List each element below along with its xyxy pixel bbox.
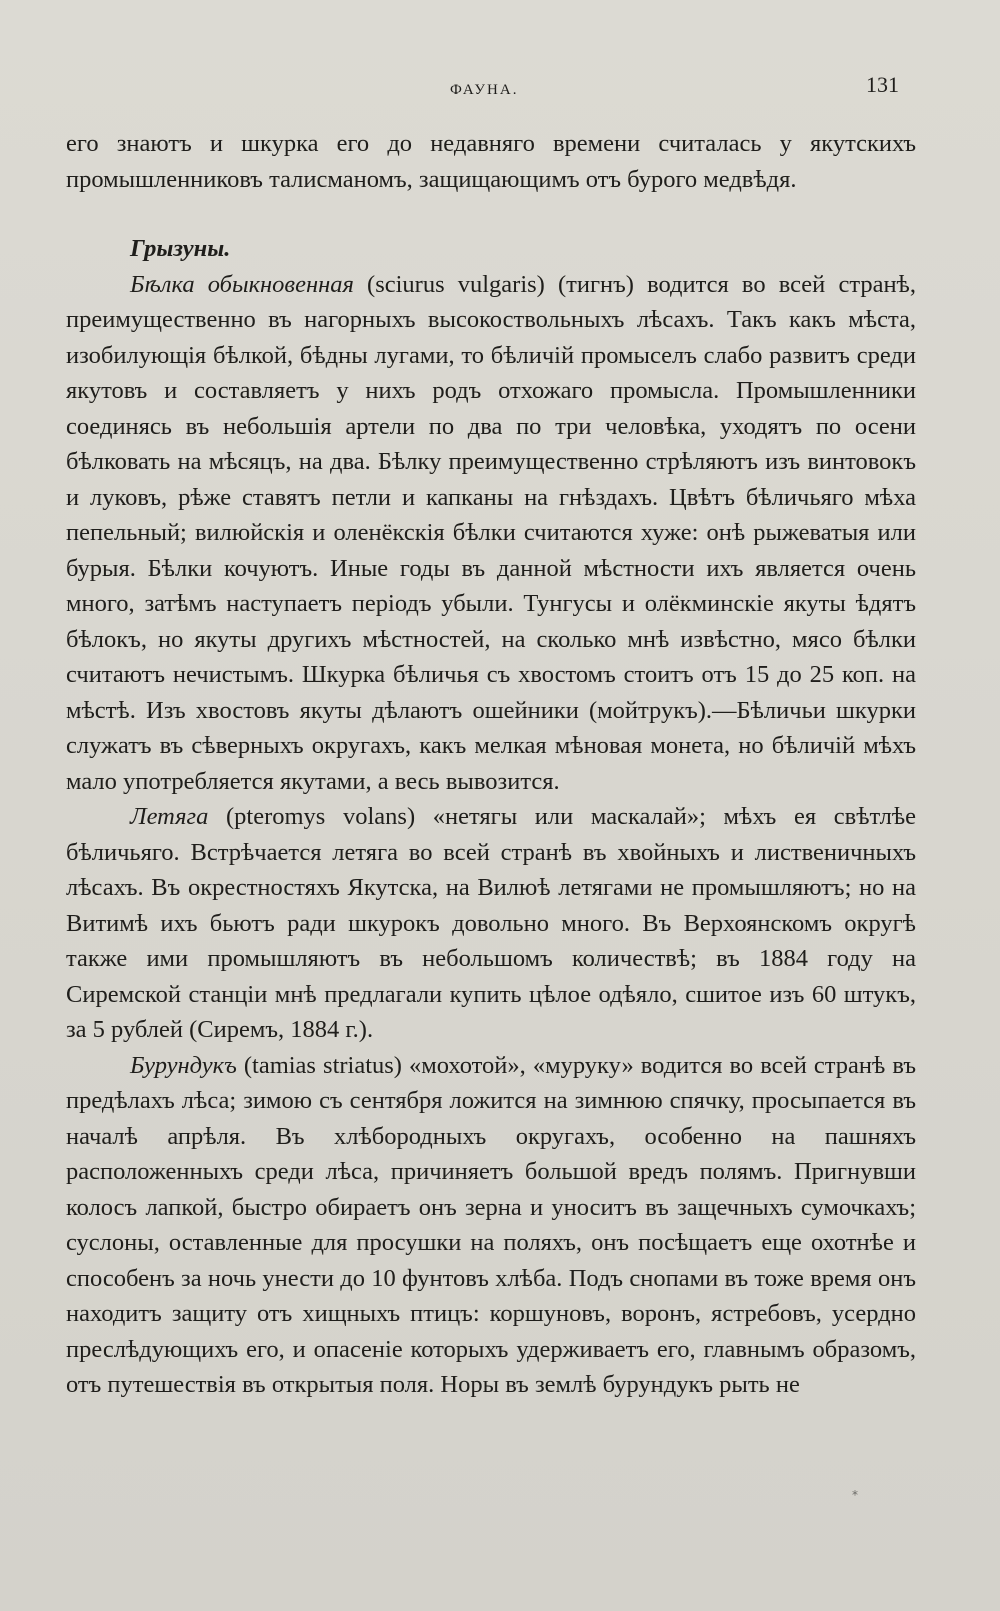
term-squirrel: Бѣлка обыкновенная <box>130 270 354 298</box>
paragraph-continuation: его знаютъ и шкурка его до недавняго времени считалась у якутскихъ промышленниковъ талисманомъ, защищающимъ отъ бурого медвѣдя. <box>66 130 916 193</box>
paragraph-flying-squirrel-text: (pteromys volans) «нетягы или маскалай»; мѣхъ ея свѣтлѣе бѣличьяго. Встрѣчается летяга во всей странѣ въ хвойныхъ и лиственичныхъ лѣсахъ. Въ окрестностяхъ Якутска, на Вилюѣ летягами не промышляютъ; но на Витимѣ ихъ бьютъ ради шкурокъ довольно много. Въ Верхоянскомъ округѣ также ими промышляютъ въ небольшомъ количествѣ; въ 1884 году на Сиремской станціи мнѣ предлагали купить цѣлое одѣяло, сшитое изъ 60 штукъ, за 5 рублей (Сиремъ, 1884 г.). <box>66 803 916 1043</box>
paragraph-chipmunk-text: (tamias striatus) «мохотой», «муруку» водится во всей странѣ въ предѣлахъ лѣса; зимою съ сентября ложится на зимнюю спячку, просыпается въ началѣ апрѣля. Въ хлѣбородныхъ округахъ, особенно на пашняхъ расположенныхъ среди лѣса, причиняетъ большой вредъ полямъ. Пригнувши колосъ лапкой, быстро обираетъ онъ зерна и уноситъ въ защечныхъ сумочкахъ; суслоны, оставленные для просушки на поляхъ, онъ посѣщаетъ еще охотнѣе и способенъ за ночь унести до 10 фунтовъ хлѣба. Подъ снопами въ тоже время онъ находитъ защиту отъ хищныхъ птицъ: коршуновъ, воронъ, ястребовъ, усердно преслѣдующихъ его, и опасеніе которыхъ удерживаетъ его, главнымъ образомъ, отъ путешествія въ открытыя поля. Норы въ землѣ бурундукъ рыть не <box>66 1051 916 1398</box>
term-chipmunk: Бурундукъ <box>130 1051 237 1079</box>
signature-mark: * <box>852 1488 858 1502</box>
page-header <box>0 72 1000 112</box>
running-head: ФАУНА. <box>450 82 519 98</box>
paragraph-flying-squirrel <box>66 799 916 1048</box>
section-heading: Грызуны. <box>130 235 231 262</box>
body-text <box>66 126 916 1403</box>
paragraph-squirrel <box>66 267 916 800</box>
paragraph-chipmunk <box>66 1048 916 1403</box>
term-flying-squirrel: Летяга <box>130 803 209 830</box>
paragraph-squirrel-text: (sciurus vulgaris) (тигнъ) водится во всей странѣ, преимущественно въ нагорныхъ высокоствольныхъ лѣсахъ. Такъ какъ мѣста, изобилующія бѣлкой, бѣдны лугами, то бѣличій промыселъ слабо развитъ среди якутовъ и составляетъ у нихъ родъ отхожаго промысла. Промышленники соединясь въ небольшія артели по два по три человѣка, уходятъ по осени бѣлковать на мѣсяцъ, на два. Бѣлку преимущественно стрѣляютъ изъ винтовокъ и луковъ, рѣже ставятъ петли и капканы на гнѣздахъ. Цвѣтъ бѣличьяго мѣха пепельный; вилюйскія и оленёкскія бѣлки считаются хуже: онѣ рыжеватыя или бурыя. Бѣлки кочуютъ. Иные годы въ данной мѣстности ихъ является очень много, затѣмъ наступаетъ періодъ убыли. Тунгусы и олёкминскіе якуты ѣдятъ бѣлокъ, но якуты другихъ мѣстностей, на сколько мнѣ извѣстно, мясо бѣлки считаютъ нечистымъ. Шкурка бѣличья съ хвостомъ стоитъ отъ 15 до 25 коп. на мѣстѣ. Изъ хвостовъ якуты дѣлаютъ ошейники (мойтрукъ).—Бѣличьи шкурки служатъ въ сѣверныхъ округахъ, какъ мелкая мѣновая монета, но бѣличій мѣхъ мало употребляется якутами, а весь вывозится. <box>66 270 916 795</box>
page-number: 131 <box>866 72 899 97</box>
